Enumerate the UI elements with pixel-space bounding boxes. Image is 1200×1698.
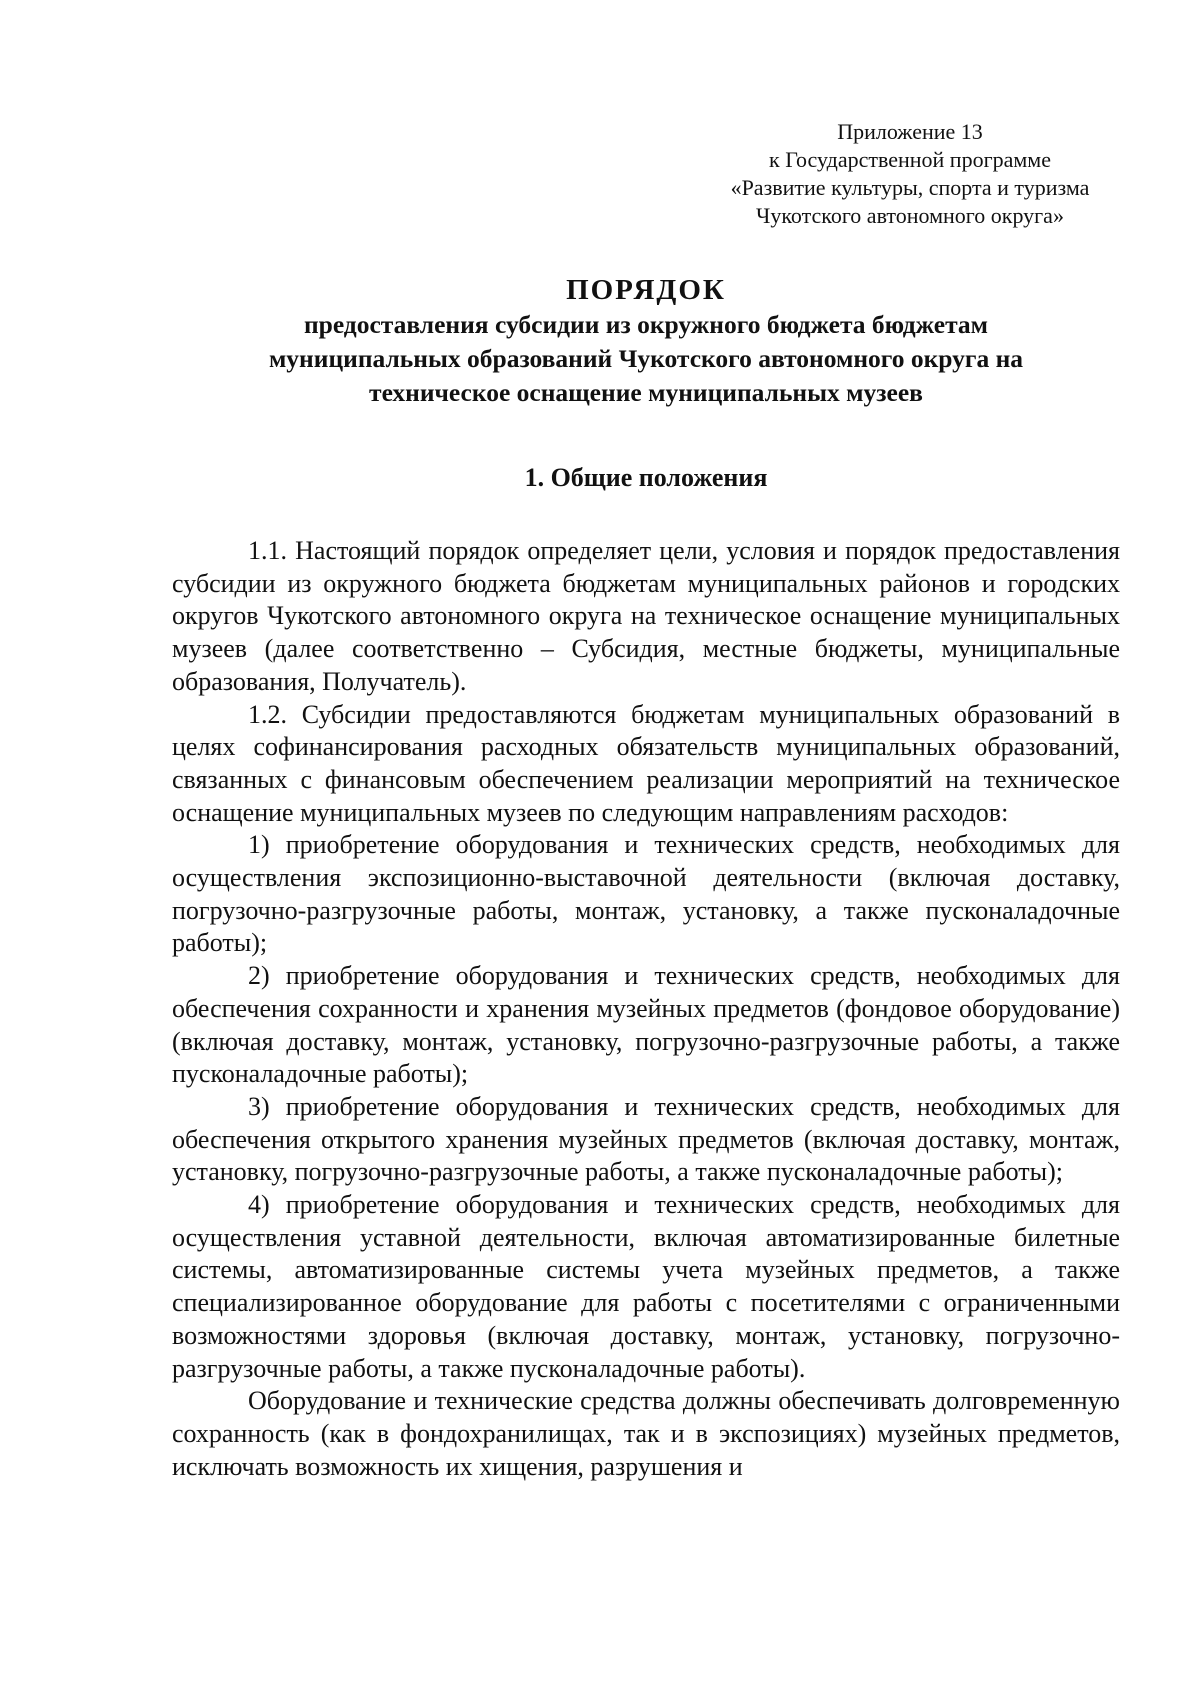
title-subtitle-line: техническое оснащение муниципальных музеев bbox=[369, 378, 923, 407]
document-title bbox=[172, 272, 1120, 410]
paragraph: 2) приобретение оборудования и технических средств, необходимых для обеспечения сохранности и хранения музейных предметов (фондовое оборудование) (включая доставку, монтаж, установку, погрузочно-разгрузочные работы, а также пусконаладочные работы); bbox=[172, 961, 1120, 1089]
paragraph: 4) приобретение оборудования и технических средств, необходимых для осуществления уставной деятельности, включая автоматизированные билетные системы, автоматизированные системы учета музейных предметов, а также специализированное оборудование для работы с посетителями с ограниченными возможностями здоровья (включая доставку, монтаж, установку, погрузочно-разгрузочные работы, а также пусконаладочные работы). bbox=[172, 1190, 1120, 1383]
paragraph: 1.2. Субсидии предоставляются бюджетам муниципальных образований в целях софинансирования расходных обязательств муниципальных образований, связанных с финансовым обеспечением реализации мероприятий на техническое оснащение муниципальных музеев по следующим направлениям расходов: bbox=[172, 699, 1120, 827]
appendix-line: Чукотского автономного округа» bbox=[756, 203, 1064, 228]
paragraph: 1.1. Настоящий порядок определяет цели, условия и порядок предоставления субсидии из окружного бюджета бюджетам муниципальных районов и городских округов Чукотского автономного округа на техническое оснащение муниципальных музеев (далее соответственно – Субсидия, местные бюджеты, муниципальные образования, Получатель). bbox=[172, 536, 1120, 696]
paragraph: 3) приобретение оборудования и технических средств, необходимых для обеспечения открытого хранения музейных предметов (включая доставку, монтаж, установку, погрузочно-разгрузочные работы, а также пусконаладочные работы); bbox=[172, 1091, 1120, 1187]
paragraph: Оборудование и технические средства должны обеспечивать долговременную сохранность (как в фондохранилищах, так и в экспозициях) музейных предметов, исключать возможность их хищения, разрушения и bbox=[172, 1386, 1120, 1481]
appendix-line: «Развитие культуры, спорта и туризма bbox=[730, 175, 1090, 200]
appendix-reference bbox=[700, 118, 1120, 230]
document-body bbox=[172, 535, 1120, 1483]
section-heading: 1. Общие положения bbox=[524, 463, 768, 492]
title-subtitle-line: предоставления субсидии из окружного бюджета бюджетам bbox=[303, 310, 989, 339]
paragraph: 1) приобретение оборудования и технических средств, необходимых для осуществления экспозиционно-выставочной деятельности (включая доставку, погрузочно-разгрузочные работы, монтаж, установку, а также пусконаладочные работы); bbox=[172, 830, 1120, 958]
appendix-line: Приложение 13 bbox=[837, 119, 983, 144]
appendix-line: к Государственной программе bbox=[769, 147, 1051, 172]
title-main: ПОРЯДОК bbox=[566, 274, 726, 306]
title-subtitle-line: муниципальных образований Чукотского автономного округа на bbox=[268, 344, 1024, 373]
